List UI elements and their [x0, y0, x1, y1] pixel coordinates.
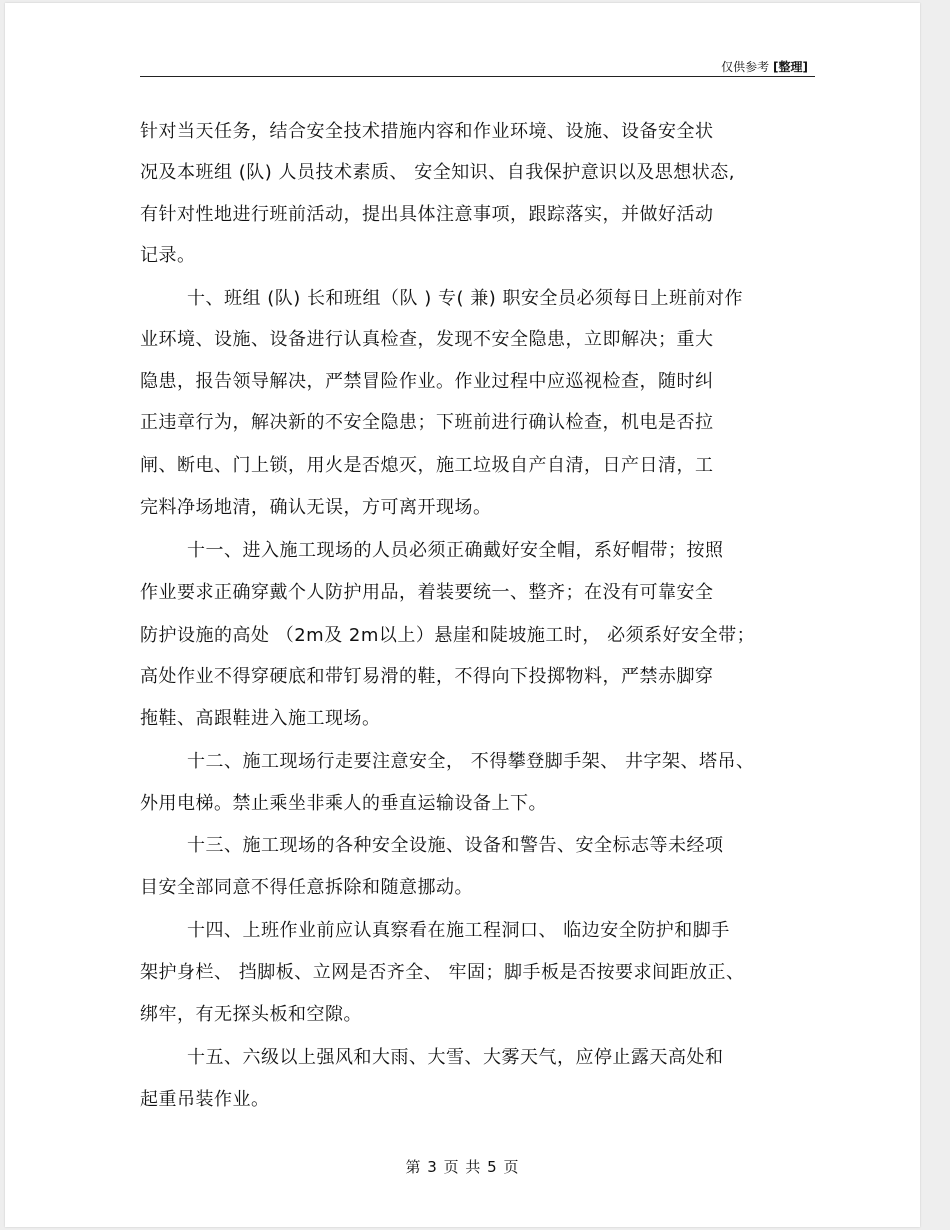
- body-line: 隐患，报告领导解决，严禁冒险作业。作业过程中应巡视检查，随时纠: [140, 371, 714, 392]
- header-label: 仅供参考: [721, 60, 770, 74]
- body-line: 完料净场地清，确认无误，方可离开现场。: [140, 497, 492, 518]
- body-line: 况及本班组 (队) 人员技术素质、 安全知识、自我保护意识以及思想状态,: [140, 162, 735, 183]
- body-line: 高处作业不得穿硬底和带钉易滑的鞋，不得向下投掷物料，严禁赤脚穿: [140, 666, 714, 687]
- body-line: 外用电梯。禁止乘坐非乘人的垂直运输设备上下。: [140, 793, 547, 814]
- body-line: 目安全部同意不得任意拆除和随意挪动。: [140, 877, 473, 898]
- body-line: 针对当天任务，结合安全技术措施内容和作业环境、设施、设备安全状: [140, 121, 714, 142]
- body-line: 闸、断电、门上锁，用火是否熄灭，施工垃圾自产自清，日产日清，工: [140, 455, 714, 476]
- body-line: 十五、六级以上强风和大雨、大雪、大雾天气，应停止露天高处和: [187, 1047, 724, 1068]
- body-line: 十二、施工现场行走要注意安全， 不得攀登脚手架、 井字架、塔吊、: [187, 751, 755, 772]
- body-line: 有针对性地进行班前活动，提出具体注意事项，跟踪落实，并做好活动: [140, 204, 714, 225]
- header-divider: [140, 76, 815, 77]
- header-tag: [整理]: [773, 60, 808, 74]
- body-line: 起重吊装作业。: [140, 1089, 270, 1110]
- body-line: 拖鞋、高跟鞋进入施工现场。: [140, 708, 381, 729]
- body-line: 十四、上班作业前应认真察看在施工程洞口、 临边安全防护和脚手: [187, 920, 730, 941]
- body-line: 业环境、设施、设备进行认真检查，发现不安全隐患，立即解决；重大: [140, 329, 714, 350]
- body-line: 十三、施工现场的各种安全设施、设备和警告、安全标志等未经项: [187, 835, 724, 856]
- page-header: [721, 58, 808, 75]
- document-page: [5, 3, 920, 1227]
- body-line: 十、班组 (队) 长和班组（队 ) 专( 兼) 职安全员必须每日上班前对作: [187, 288, 743, 309]
- page-footer: 第 3 页 共 5 页: [405, 1158, 520, 1176]
- body-line: 记录。: [140, 245, 196, 266]
- body-line: 正违章行为，解决新的不安全隐患；下班前进行确认检查，机电是否拉: [140, 412, 714, 433]
- body-line: 绑牢，有无探头板和空隙。: [140, 1004, 362, 1025]
- body-line: 防护设施的高处 （2m及 2m以上）悬崖和陡坡施工时， 必须系好安全带；: [140, 625, 756, 646]
- body-line: 十一、进入施工现场的人员必须正确戴好安全帽，系好帽带；按照: [187, 540, 724, 561]
- body-line: 作业要求正确穿戴个人防护用品，着装要统一、整齐；在没有可靠安全: [140, 582, 714, 603]
- body-line: 架护身栏、 挡脚板、立网是否齐全、 牢固；脚手板是否按要求间距放正、: [140, 962, 745, 983]
